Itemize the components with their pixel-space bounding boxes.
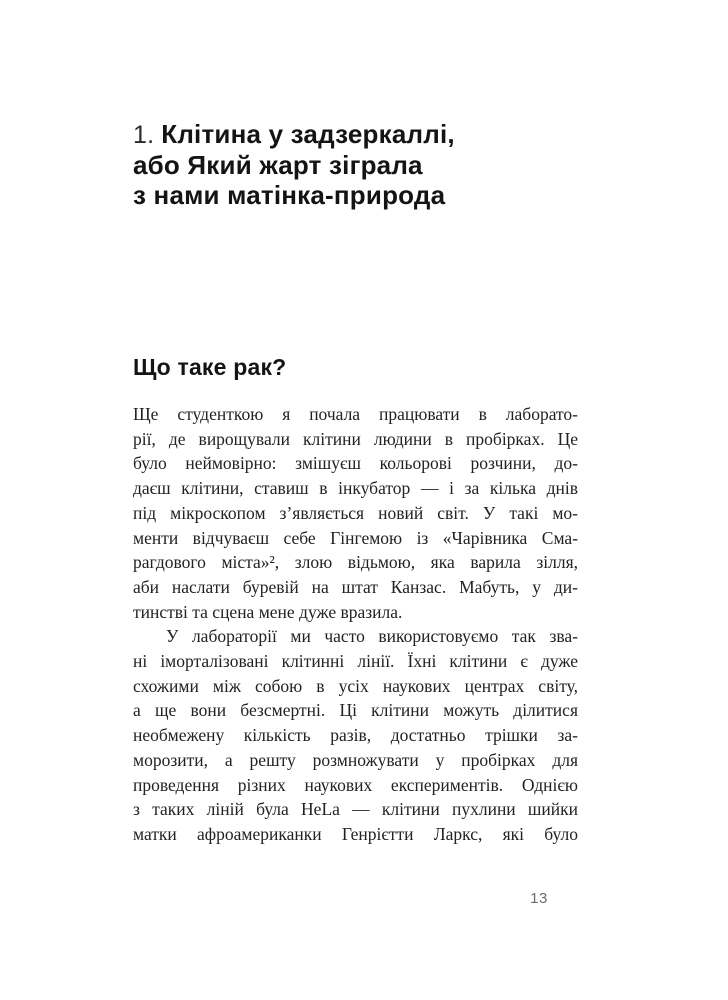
chapter-title-line-2: або Який жарт зіграла	[133, 150, 423, 180]
body-line: даєш клітини, ставиш в інкубатор — і за кілька днів	[133, 478, 578, 499]
body-line: ні іморталізовані клітинні лінії. Їхні клітини є дуже	[133, 651, 578, 672]
body-line: необмежену кількість разів, достатньо трішки за-	[133, 725, 578, 746]
chapter-heading-line	[133, 119, 603, 150]
section-heading: Що таке рак?	[133, 354, 287, 380]
body-line: схожими між собою в усіх наукових центрах світу,	[133, 675, 578, 696]
page-number: 13	[530, 890, 548, 907]
body-line: під мікроскопом з’являється новий світ. У такі мо-	[133, 502, 578, 523]
chapter-heading	[133, 119, 603, 210]
body-line: рагдового міста»², злою відьмою, яка варила зілля,	[133, 552, 578, 573]
chapter-title-line-1: Клітина у задзеркаллі,	[161, 119, 455, 149]
body-line: рії, де вирощували клітини людини в пробірках. Це	[133, 428, 578, 449]
body-line: менти відчуваєш себе Гінгемою із «Чарівника Сма-	[133, 527, 578, 548]
body-line: тинстві та сцена мене дуже вразила.	[133, 601, 403, 622]
body-line: матки афроамериканки Генрієтти Ларкс, які було	[133, 823, 578, 844]
body-line: проведення різних наукових експериментів. Однією	[133, 774, 578, 795]
body-line: аби наслати буревій на штат Канзас. Мабуть, у ди-	[133, 576, 578, 597]
body-text	[133, 402, 578, 847]
body-line: а ще вони безсмертні. Ці клітини можуть ділитися	[133, 700, 578, 721]
body-line: морозити, а решту розмножувати у пробірках для	[133, 749, 578, 770]
chapter-number: 1.	[133, 121, 155, 149]
body-line: з таких ліній була HeLa — клітини пухлини шийки	[133, 799, 578, 820]
body-line: було неймовірно: змішуєш кольорові розчини, до-	[133, 453, 578, 474]
chapter-title-line-3: з нами матінка-природа	[133, 180, 446, 210]
body-line: У лабораторії ми часто використовуємо так зва-	[166, 626, 578, 647]
body-line: Ще студенткою я почала працювати в лаборато-	[133, 404, 578, 424]
